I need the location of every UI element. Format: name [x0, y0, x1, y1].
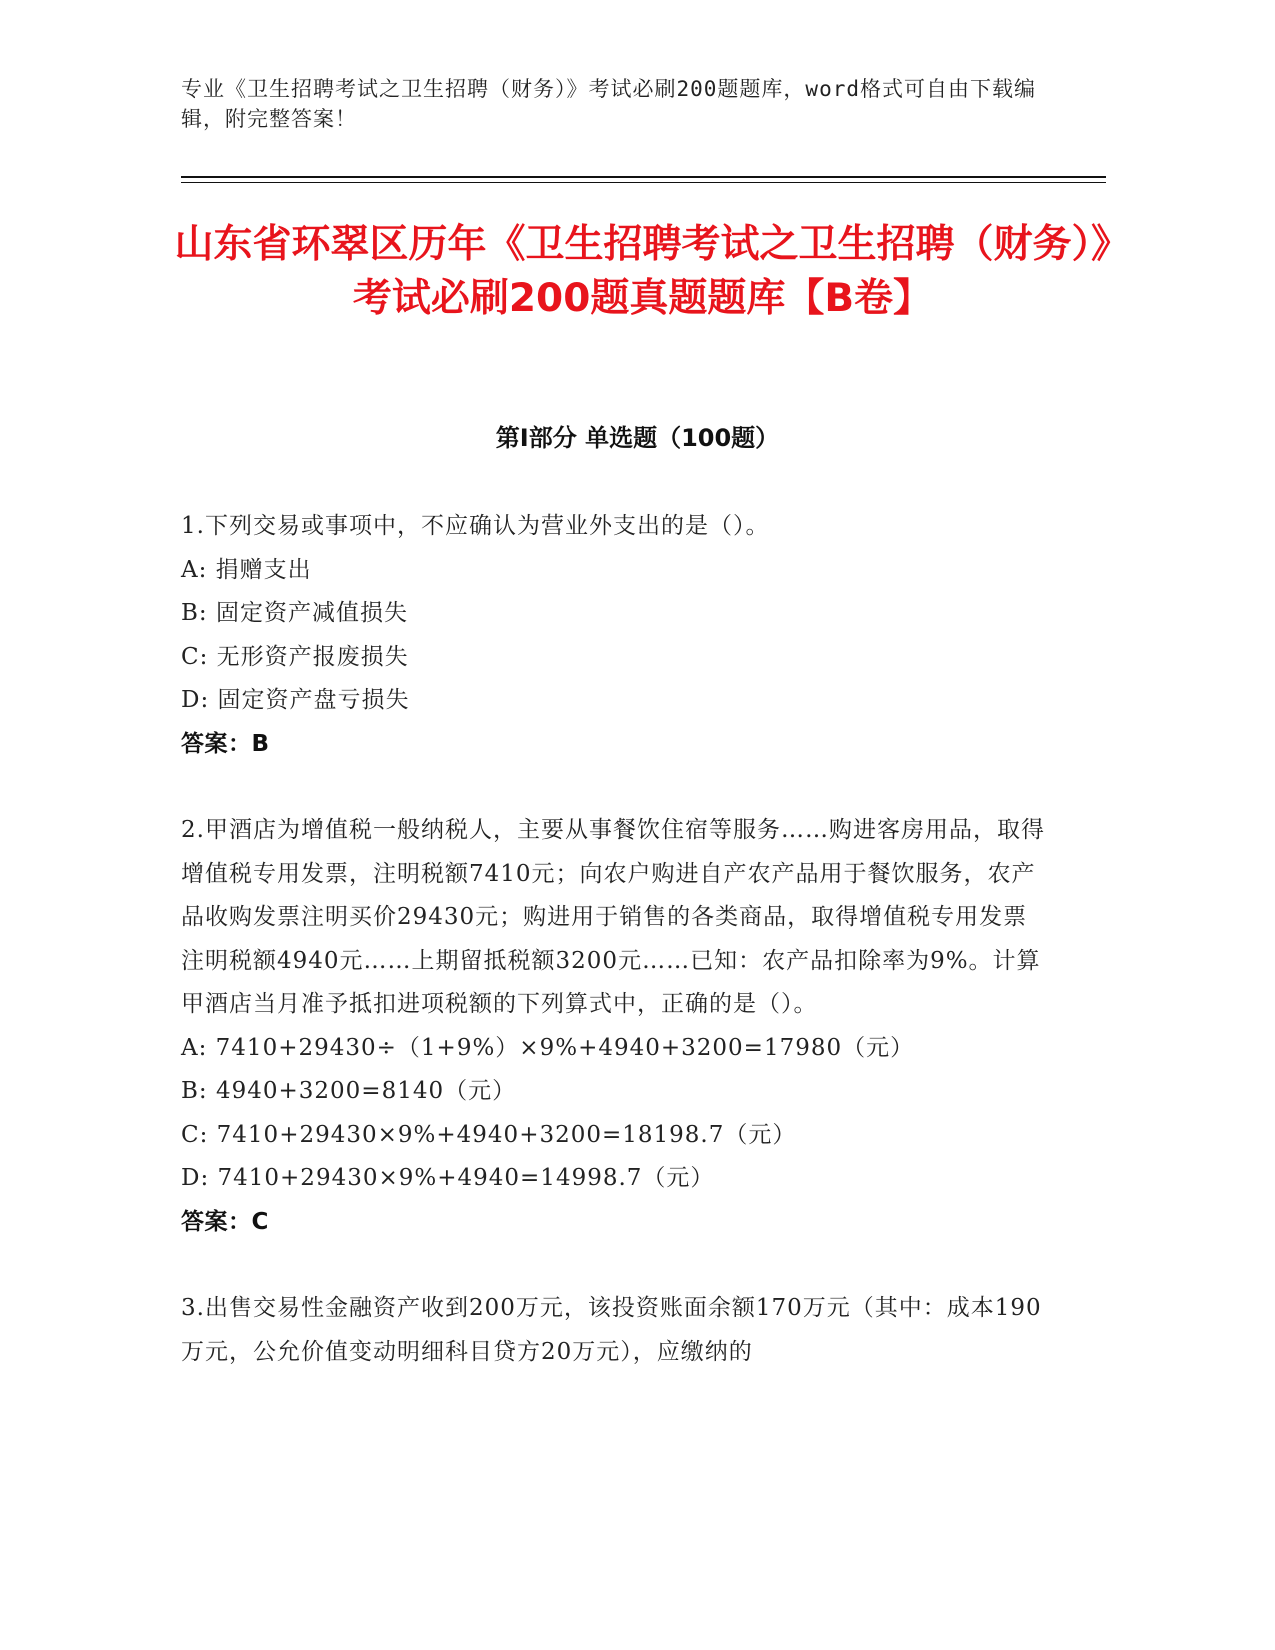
answer: 答案：B [181, 730, 270, 757]
question-stem: 1.下列交易或事项中，不应确认为营业外支出的是（）。 [181, 513, 770, 539]
answer: 答案：C [181, 1208, 269, 1235]
question-1 [181, 505, 1046, 766]
option-d: D: 固定资产盘亏损失 [181, 687, 410, 713]
header-divider-thin [181, 182, 1106, 183]
option-a: A: 7410+29430÷（1+9%）×9%+4940+3200=17980（元） [181, 1034, 915, 1061]
option-c: C: 7410+29430×9%+4940+3200=18198.7（元） [181, 1121, 797, 1148]
option-c: C: 无形资产报废损失 [181, 643, 409, 670]
option-a: A: 捐赠支出 [181, 556, 312, 583]
question-3 [181, 1287, 1046, 1374]
section-title: 第Ⅰ部分 单选题（100题） [495, 424, 780, 452]
option-b: B: 4940+3200=8140（元） [181, 1078, 517, 1104]
question-list [181, 505, 1046, 1417]
question-stem: 3.出售交易性金融资产收到200万元，该投资账面余额170万元（其中：成本190万元，公允价值变动明细科目贷方20万元），应缴纳的 [181, 1295, 1042, 1365]
header-note: 专业《卫生招聘考试之卫生招聘（财务）》考试必刷200题题库，word格式可自由下载编辑，附完整答案！ [181, 77, 1036, 131]
question-stem: 2.甲酒店为增值税一般纳税人，主要从事餐饮住宿等服务……购进客房用品，取得增值税专用发票，注明税额7410元；向农户购进自产农产品用于餐饮服务，农产品收购发票注明买价29430元；购进用于销售的各类商品，取得增值税专用发票注明税额4940元……上期留抵税额3200元……已知：农产品扣除率为9%。计算甲酒店当月准予抵扣进项税额的下列算式中，正确的是（）。 [181, 817, 1045, 1017]
document-title: 山东省环翠区历年《卫生招聘考试之卫生招聘（财务）》考试必刷200题真题题库【B卷】 [174, 222, 1111, 321]
option-b: B: 固定资产减值损失 [181, 600, 408, 626]
header-divider-thick [181, 176, 1106, 178]
option-d: D: 7410+29430×9%+4940=14998.7（元） [181, 1165, 715, 1191]
question-2 [181, 809, 1046, 1244]
